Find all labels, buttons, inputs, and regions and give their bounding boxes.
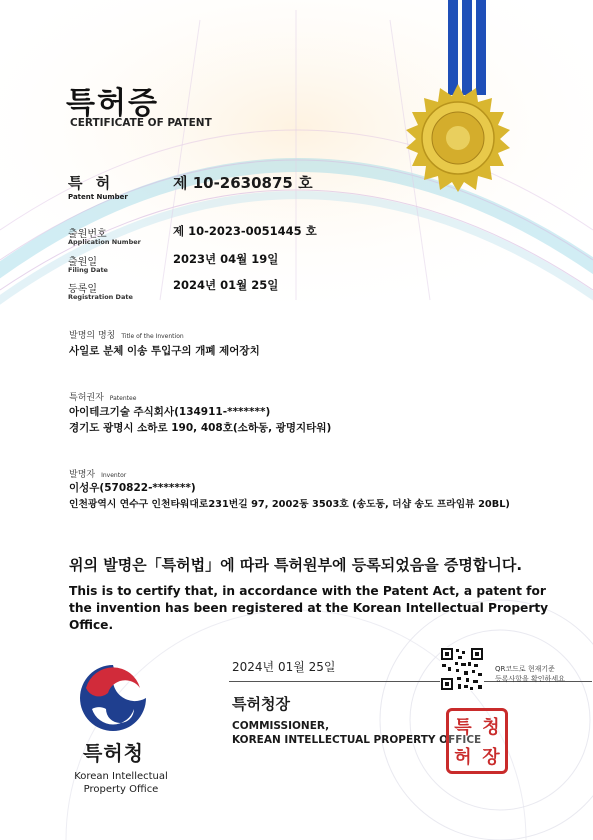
patentee-address: 경기도 광명시 소하로 190, 408호(소하동, 광명지타워) <box>69 422 332 434</box>
registration-date-label-en: Registration Date <box>68 293 133 301</box>
inventor-address: 인천광역시 연수구 인천타워대로231번길 97, 2002동 3503호 (송도동, 더샵 송도 프라임뷰 20BL) <box>69 499 510 510</box>
patent-number-value: 제 10-2630875 호 <box>173 174 313 192</box>
application-number-value: 제 10-2023-0051445 호 <box>173 224 317 238</box>
qr-instruction-line2: 등록사항을 확인하세요 <box>495 675 565 683</box>
invention-title-value: 사일로 분체 이송 투입구의 개폐 제어장치 <box>69 345 260 357</box>
inventor-label <box>69 467 126 480</box>
ribbon-stripe <box>462 0 472 95</box>
certification-text-ko: 위의 발명은「특허법」에 따라 특허원부에 등록되었음을 증명합니다. <box>69 556 523 574</box>
patentee-label-ko: 특허권자 <box>69 393 104 403</box>
commissioner-title-en-line2: KOREAN INTELLECTUAL PROPERTY OFFICE <box>232 734 482 746</box>
application-number-label: 출원번호 <box>68 229 107 240</box>
commissioner-title-en <box>232 719 481 747</box>
commissioner-title: 특허청장 <box>232 695 290 713</box>
stamp-char: 청 <box>482 717 500 738</box>
kipo-logo-text-en <box>72 770 170 796</box>
invention-title-label <box>69 328 184 341</box>
kipo-logo-text-en-line2: Property Office <box>83 784 159 795</box>
qr-instruction-text <box>495 664 565 684</box>
official-seal-stamp <box>446 708 508 774</box>
qr-code-icon[interactable] <box>440 647 484 691</box>
inventor-name: 이성우(570822-*******) <box>69 482 196 494</box>
filing-date-value: 2023년 04월 19일 <box>173 252 279 266</box>
certificate-title-en: CERTIFICATE OF PATENT <box>70 117 212 129</box>
ribbon-stripe <box>448 0 458 95</box>
invention-title-label-ko: 발명의 명칭 <box>69 331 116 341</box>
invention-title-label-en: Title of the Invention <box>121 333 184 340</box>
gold-seal-icon <box>402 82 514 194</box>
certification-text-en: This is to certify that, in accordance with the Patent Act, a patent for the invention has been registered at the Korean Intellectual Property Office. <box>69 584 549 632</box>
stamp-char: 허 <box>454 747 472 768</box>
kipo-logo-icon <box>78 663 148 733</box>
issue-date: 2024년 01월 25일 <box>232 660 336 674</box>
application-number-label-en: Application Number <box>68 238 141 246</box>
inventor-label-en: Inventor <box>101 472 127 479</box>
kipo-logo-text: 특허청 <box>83 741 144 765</box>
kipo-logo-text-en-line1: Korean Intellectual <box>74 771 168 782</box>
ribbon-stripe <box>476 0 486 95</box>
qr-instruction-line1: QR코드로 현재기준 <box>495 665 555 673</box>
certificate-title: 특허증 <box>66 86 159 121</box>
registration-date-label: 등록일 <box>68 284 97 295</box>
patentee-label <box>69 390 136 403</box>
registration-date-value: 2024년 01월 25일 <box>173 278 279 292</box>
stamp-char: 특 <box>454 717 472 738</box>
patentee-label-en: Patentee <box>109 395 137 402</box>
stamp-char: 장 <box>482 747 500 768</box>
inventor-label-ko: 발명자 <box>69 470 96 480</box>
patent-number-label: 특 허 <box>68 174 115 192</box>
commissioner-title-en-line1: COMMISSIONER, <box>232 720 330 732</box>
patentee-name: 아이테크기술 주식회사(134911-*******) <box>69 406 271 418</box>
filing-date-label: 출원일 <box>68 257 97 268</box>
patent-number-label-en: Patent Number <box>68 193 128 201</box>
filing-date-label-en: Filing Date <box>68 266 108 274</box>
